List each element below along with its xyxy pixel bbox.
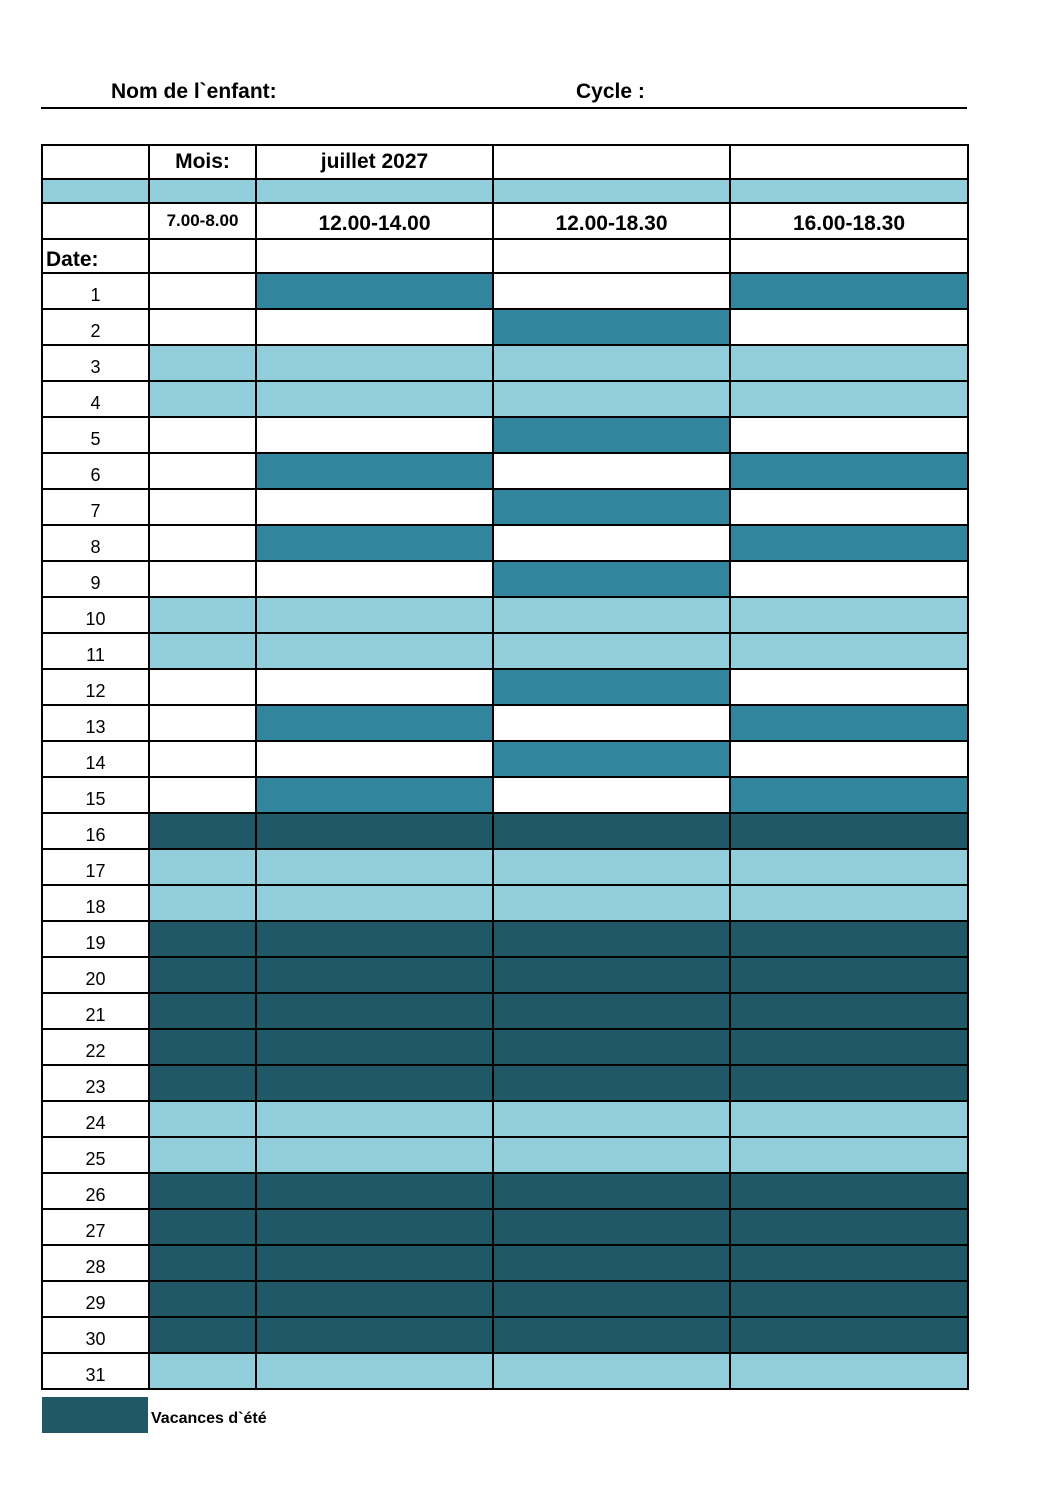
slot-cell[interactable] xyxy=(493,957,730,993)
slot-cell[interactable] xyxy=(149,1281,256,1317)
day-row xyxy=(42,597,968,633)
slot-cell[interactable] xyxy=(730,885,968,921)
schedule-table xyxy=(41,144,969,1390)
day-number: 25 xyxy=(42,1137,149,1173)
slot-cell[interactable] xyxy=(149,525,256,561)
slot-cell[interactable] xyxy=(730,777,968,813)
slot-cell[interactable] xyxy=(730,993,968,1029)
day-row xyxy=(42,525,968,561)
empty-cell xyxy=(42,145,149,179)
cycle-label: Cycle : xyxy=(576,80,645,103)
day-row xyxy=(42,633,968,669)
slot-cell[interactable] xyxy=(493,345,730,381)
slot-cell[interactable] xyxy=(730,705,968,741)
day-row xyxy=(42,1173,968,1209)
slot-cell[interactable] xyxy=(493,1353,730,1389)
slot-cell[interactable] xyxy=(256,417,493,453)
slot-cell[interactable] xyxy=(493,813,730,849)
slot-cell[interactable] xyxy=(149,1029,256,1065)
slot-cell[interactable] xyxy=(149,309,256,345)
day-row xyxy=(42,1101,968,1137)
slot-cell[interactable] xyxy=(730,597,968,633)
day-number: 20 xyxy=(42,957,149,993)
slot-cell[interactable] xyxy=(730,525,968,561)
slot-cell[interactable] xyxy=(730,957,968,993)
slot-cell[interactable] xyxy=(730,1245,968,1281)
slot-cell[interactable] xyxy=(256,1101,493,1137)
slot-cell[interactable] xyxy=(493,453,730,489)
slot-cell[interactable] xyxy=(256,849,493,885)
slot-cell[interactable] xyxy=(730,561,968,597)
slot-cell[interactable] xyxy=(256,273,493,309)
day-number: 2 xyxy=(42,309,149,345)
day-row xyxy=(42,417,968,453)
slot-cell[interactable] xyxy=(256,381,493,417)
slot-cell[interactable] xyxy=(493,381,730,417)
day-number: 6 xyxy=(42,453,149,489)
color-band-row xyxy=(42,179,968,203)
month-value[interactable]: juillet 2027 xyxy=(256,145,493,179)
empty-cell xyxy=(730,145,968,179)
slot-cell[interactable] xyxy=(730,1281,968,1317)
slot-cell[interactable] xyxy=(149,417,256,453)
day-number: 11 xyxy=(42,633,149,669)
day-number: 7 xyxy=(42,489,149,525)
slot-cell[interactable] xyxy=(256,885,493,921)
slot-cell[interactable] xyxy=(493,669,730,705)
slot-cell[interactable] xyxy=(149,1065,256,1101)
slot-cell[interactable] xyxy=(493,489,730,525)
day-number: 10 xyxy=(42,597,149,633)
band-cell xyxy=(42,179,149,203)
empty-cell xyxy=(42,203,149,239)
slot-cell[interactable] xyxy=(149,1173,256,1209)
slot-cell[interactable] xyxy=(493,417,730,453)
slot-cell[interactable] xyxy=(256,1353,493,1389)
day-row xyxy=(42,705,968,741)
band-cell xyxy=(730,179,968,203)
day-number: 9 xyxy=(42,561,149,597)
month-label: Mois: xyxy=(149,145,256,179)
slot-cell[interactable] xyxy=(730,1101,968,1137)
day-row xyxy=(42,453,968,489)
day-row xyxy=(42,1209,968,1245)
slot-cell[interactable] xyxy=(256,309,493,345)
slot-cell[interactable] xyxy=(149,1245,256,1281)
day-number: 24 xyxy=(42,1101,149,1137)
day-row xyxy=(42,381,968,417)
slot-cell[interactable] xyxy=(730,417,968,453)
day-row xyxy=(42,1245,968,1281)
slot-cell[interactable] xyxy=(149,921,256,957)
day-number: 1 xyxy=(42,273,149,309)
empty-cell xyxy=(730,239,968,273)
day-number: 17 xyxy=(42,849,149,885)
slot-cell[interactable] xyxy=(730,1029,968,1065)
slot-cell[interactable] xyxy=(149,993,256,1029)
slot-cell[interactable] xyxy=(493,885,730,921)
slot-cell[interactable] xyxy=(730,489,968,525)
band-cell xyxy=(149,179,256,203)
slot-cell[interactable] xyxy=(149,741,256,777)
slot-cell[interactable] xyxy=(256,597,493,633)
slot-cell[interactable] xyxy=(149,885,256,921)
band-cell xyxy=(493,179,730,203)
day-row xyxy=(42,993,968,1029)
day-number: 19 xyxy=(42,921,149,957)
slot-cell[interactable] xyxy=(256,1281,493,1317)
slot-cell[interactable] xyxy=(730,1353,968,1389)
day-number: 28 xyxy=(42,1245,149,1281)
slot-cell[interactable] xyxy=(493,1101,730,1137)
day-row xyxy=(42,885,968,921)
slot-header-row xyxy=(42,203,968,239)
empty-cell xyxy=(256,239,493,273)
slot-cell[interactable] xyxy=(493,1317,730,1353)
day-row xyxy=(42,813,968,849)
slot-cell[interactable] xyxy=(493,741,730,777)
slot-cell[interactable] xyxy=(256,345,493,381)
day-number: 23 xyxy=(42,1065,149,1101)
empty-cell xyxy=(493,239,730,273)
slot-cell[interactable] xyxy=(149,597,256,633)
slot-cell[interactable] xyxy=(149,489,256,525)
slot-cell[interactable] xyxy=(493,849,730,885)
slot-cell[interactable] xyxy=(730,669,968,705)
slot-cell[interactable] xyxy=(256,957,493,993)
slot-header: 12.00-18.30 xyxy=(493,203,730,239)
slot-cell[interactable] xyxy=(493,633,730,669)
slot-cell[interactable] xyxy=(149,345,256,381)
day-number: 31 xyxy=(42,1353,149,1389)
day-number: 14 xyxy=(42,741,149,777)
slot-cell[interactable] xyxy=(730,453,968,489)
slot-cell[interactable] xyxy=(149,273,256,309)
day-number: 8 xyxy=(42,525,149,561)
slot-cell[interactable] xyxy=(149,777,256,813)
slot-cell[interactable] xyxy=(493,1173,730,1209)
day-row xyxy=(42,777,968,813)
slot-cell[interactable] xyxy=(256,813,493,849)
slot-cell[interactable] xyxy=(256,705,493,741)
day-number: 18 xyxy=(42,885,149,921)
slot-cell[interactable] xyxy=(149,1137,256,1173)
slot-header: 12.00-14.00 xyxy=(256,203,493,239)
slot-header: 16.00-18.30 xyxy=(730,203,968,239)
slot-cell[interactable] xyxy=(256,921,493,957)
day-row xyxy=(42,489,968,525)
day-number: 12 xyxy=(42,669,149,705)
day-number: 21 xyxy=(42,993,149,1029)
slot-cell[interactable] xyxy=(730,921,968,957)
band-cell xyxy=(256,179,493,203)
day-row xyxy=(42,1281,968,1317)
slot-cell[interactable] xyxy=(256,489,493,525)
day-row xyxy=(42,1137,968,1173)
slot-cell[interactable] xyxy=(493,705,730,741)
slot-cell[interactable] xyxy=(149,561,256,597)
slot-cell[interactable] xyxy=(493,1281,730,1317)
day-row xyxy=(42,957,968,993)
day-row xyxy=(42,669,968,705)
slot-cell[interactable] xyxy=(256,1317,493,1353)
slot-cell[interactable] xyxy=(149,1101,256,1137)
day-number: 4 xyxy=(42,381,149,417)
day-number: 29 xyxy=(42,1281,149,1317)
slot-cell[interactable] xyxy=(730,381,968,417)
date-header-row xyxy=(42,239,968,273)
slot-cell[interactable] xyxy=(730,849,968,885)
slot-cell[interactable] xyxy=(730,309,968,345)
slot-cell[interactable] xyxy=(256,561,493,597)
slot-cell[interactable] xyxy=(256,777,493,813)
day-row xyxy=(42,1029,968,1065)
month-row xyxy=(42,145,968,179)
slot-cell[interactable] xyxy=(493,1137,730,1173)
legend-label: Vacances d`été xyxy=(151,1410,267,1427)
slot-cell[interactable] xyxy=(149,813,256,849)
day-row xyxy=(42,921,968,957)
slot-cell[interactable] xyxy=(149,1317,256,1353)
day-row xyxy=(42,309,968,345)
slot-cell[interactable] xyxy=(493,1065,730,1101)
day-row xyxy=(42,741,968,777)
slot-cell[interactable] xyxy=(493,777,730,813)
slot-cell[interactable] xyxy=(493,921,730,957)
slot-cell[interactable] xyxy=(256,1173,493,1209)
day-row xyxy=(42,1065,968,1101)
slot-cell[interactable] xyxy=(256,741,493,777)
slot-cell[interactable] xyxy=(256,993,493,1029)
slot-cell[interactable] xyxy=(493,1209,730,1245)
slot-cell[interactable] xyxy=(493,273,730,309)
slot-cell[interactable] xyxy=(730,1317,968,1353)
day-number: 3 xyxy=(42,345,149,381)
slot-cell[interactable] xyxy=(149,849,256,885)
slot-cell[interactable] xyxy=(149,633,256,669)
slot-cell[interactable] xyxy=(149,381,256,417)
slot-cell[interactable] xyxy=(730,741,968,777)
date-label: Date: xyxy=(42,239,149,273)
slot-cell[interactable] xyxy=(730,273,968,309)
day-row xyxy=(42,849,968,885)
slot-cell[interactable] xyxy=(256,453,493,489)
slot-cell[interactable] xyxy=(256,633,493,669)
day-row xyxy=(42,1317,968,1353)
day-number: 27 xyxy=(42,1209,149,1245)
slot-cell[interactable] xyxy=(256,1209,493,1245)
day-row xyxy=(42,561,968,597)
slot-cell[interactable] xyxy=(730,345,968,381)
header-underline xyxy=(41,107,967,109)
slot-cell[interactable] xyxy=(493,561,730,597)
day-number: 13 xyxy=(42,705,149,741)
day-number: 16 xyxy=(42,813,149,849)
slot-cell[interactable] xyxy=(730,1065,968,1101)
slot-cell[interactable] xyxy=(149,1353,256,1389)
slot-cell[interactable] xyxy=(256,669,493,705)
empty-cell xyxy=(493,145,730,179)
slot-cell[interactable] xyxy=(256,1029,493,1065)
day-row xyxy=(42,345,968,381)
slot-cell[interactable] xyxy=(730,1137,968,1173)
slot-cell[interactable] xyxy=(493,1245,730,1281)
slot-cell[interactable] xyxy=(149,957,256,993)
day-number: 26 xyxy=(42,1173,149,1209)
slot-cell[interactable] xyxy=(730,633,968,669)
slot-cell[interactable] xyxy=(493,1029,730,1065)
slot-cell[interactable] xyxy=(149,453,256,489)
legend-swatch xyxy=(42,1397,148,1433)
day-number: 22 xyxy=(42,1029,149,1065)
slot-cell[interactable] xyxy=(493,597,730,633)
slot-cell[interactable] xyxy=(730,1209,968,1245)
day-row xyxy=(42,1353,968,1389)
day-number: 5 xyxy=(42,417,149,453)
slot-cell[interactable] xyxy=(256,1245,493,1281)
empty-cell xyxy=(149,239,256,273)
slot-cell[interactable] xyxy=(493,525,730,561)
slot-cell[interactable] xyxy=(149,705,256,741)
slot-cell[interactable] xyxy=(493,309,730,345)
slot-cell[interactable] xyxy=(256,1065,493,1101)
day-number: 15 xyxy=(42,777,149,813)
slot-cell[interactable] xyxy=(730,813,968,849)
slot-header: 7.00-8.00 xyxy=(149,203,256,239)
child-name-label: Nom de l`enfant: xyxy=(111,80,277,103)
slot-cell[interactable] xyxy=(256,525,493,561)
slot-cell[interactable] xyxy=(730,1173,968,1209)
slot-cell[interactable] xyxy=(493,993,730,1029)
slot-cell[interactable] xyxy=(256,1137,493,1173)
slot-cell[interactable] xyxy=(149,1209,256,1245)
day-row xyxy=(42,273,968,309)
day-number: 30 xyxy=(42,1317,149,1353)
slot-cell[interactable] xyxy=(149,669,256,705)
